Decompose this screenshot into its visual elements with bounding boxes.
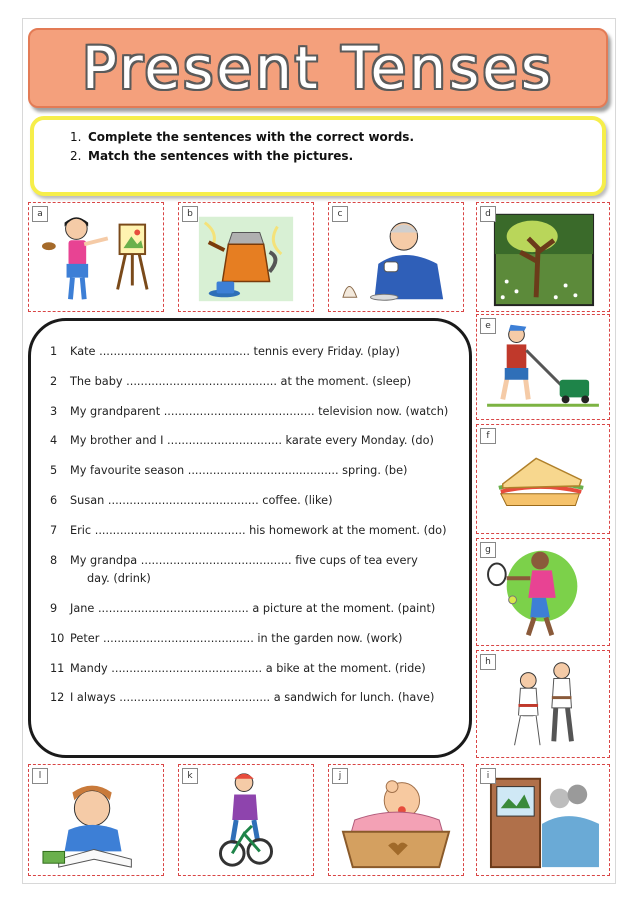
girl-playing-tennis-icon [477,539,609,645]
tree-spring-icon [477,203,609,311]
picture-letter: j [332,768,348,784]
old-man-drinking-tea-icon [329,203,463,311]
picture-a[interactable] [28,202,164,312]
sandwich-icon [477,425,609,533]
sentence-3[interactable]: 3 My grandparent .......................................... television now. (watch) [50,405,449,418]
instructions-box [30,116,606,196]
picture-letter: h [480,654,496,670]
picture-f[interactable] [476,424,610,534]
man-mowing-lawn-icon [477,315,609,419]
girl-painting-icon [29,203,163,311]
instruction-item: 1. Complete the sentences with the correct words. [70,130,415,144]
picture-g[interactable] [476,538,610,646]
picture-b[interactable] [178,202,314,312]
girl-riding-bike-icon [179,765,313,875]
picture-letter: d [480,206,496,222]
sentence-1[interactable]: 1 Kate .......................................... tennis every Friday. (play) [50,345,400,358]
sentence-5[interactable]: 5 My favourite season .......................................... spring. (be) [50,464,408,477]
picture-letter: c [332,206,348,222]
instructions-list [70,128,414,166]
page-title: Present Tenses [81,34,555,102]
picture-letter: b [182,206,198,222]
picture-letter: e [480,318,496,334]
picture-letter: g [480,542,496,558]
picture-c[interactable] [328,202,464,312]
coffee-pot-icon [179,203,313,311]
sentence-4[interactable]: 4 My brother and I ................................ karate every Monday. (do) [50,434,434,447]
picture-letter: a [32,206,48,222]
sentence-2[interactable]: 2 The baby .......................................... at the moment. (sleep) [50,375,412,388]
picture-letter: i [480,768,496,784]
picture-e[interactable] [476,314,610,420]
picture-l[interactable] [28,764,164,876]
picture-k[interactable] [178,764,314,876]
title-banner [28,28,608,108]
sentence-9[interactable]: 9 Jane .......................................... a picture at the moment. (paint) [50,602,436,615]
picture-letter: f [480,428,496,444]
sentence-12[interactable]: 12 I always .......................................... a sandwich for lunch. (have) [50,691,435,704]
instruction-item: 2. Match the sentences with the pictures. [70,149,354,163]
sentence-7[interactable]: 7 Eric .......................................... his homework at the moment. (do) [50,524,447,537]
sentence-6[interactable]: 6 Susan .......................................... coffee. (like) [50,494,333,507]
couple-watching-tv-icon [477,765,609,875]
picture-letter: l [32,768,48,784]
picture-d[interactable] [476,202,610,312]
sentence-8[interactable]: 8 My grandpa .......................................... five cups of tea every day. (drink) [50,554,418,585]
picture-h[interactable] [476,650,610,758]
picture-letter: k [182,768,198,784]
picture-i[interactable] [476,764,610,876]
karate-boys-icon [477,651,609,757]
sentence-10[interactable]: 10 Peter .......................................... in the garden now. (work) [50,632,403,645]
picture-j[interactable] [328,764,464,876]
sentence-11[interactable]: 11 Mandy .......................................... a bike at the moment. (ride) [50,662,426,675]
boy-doing-homework-icon [29,765,163,875]
baby-sleeping-icon [329,765,463,875]
